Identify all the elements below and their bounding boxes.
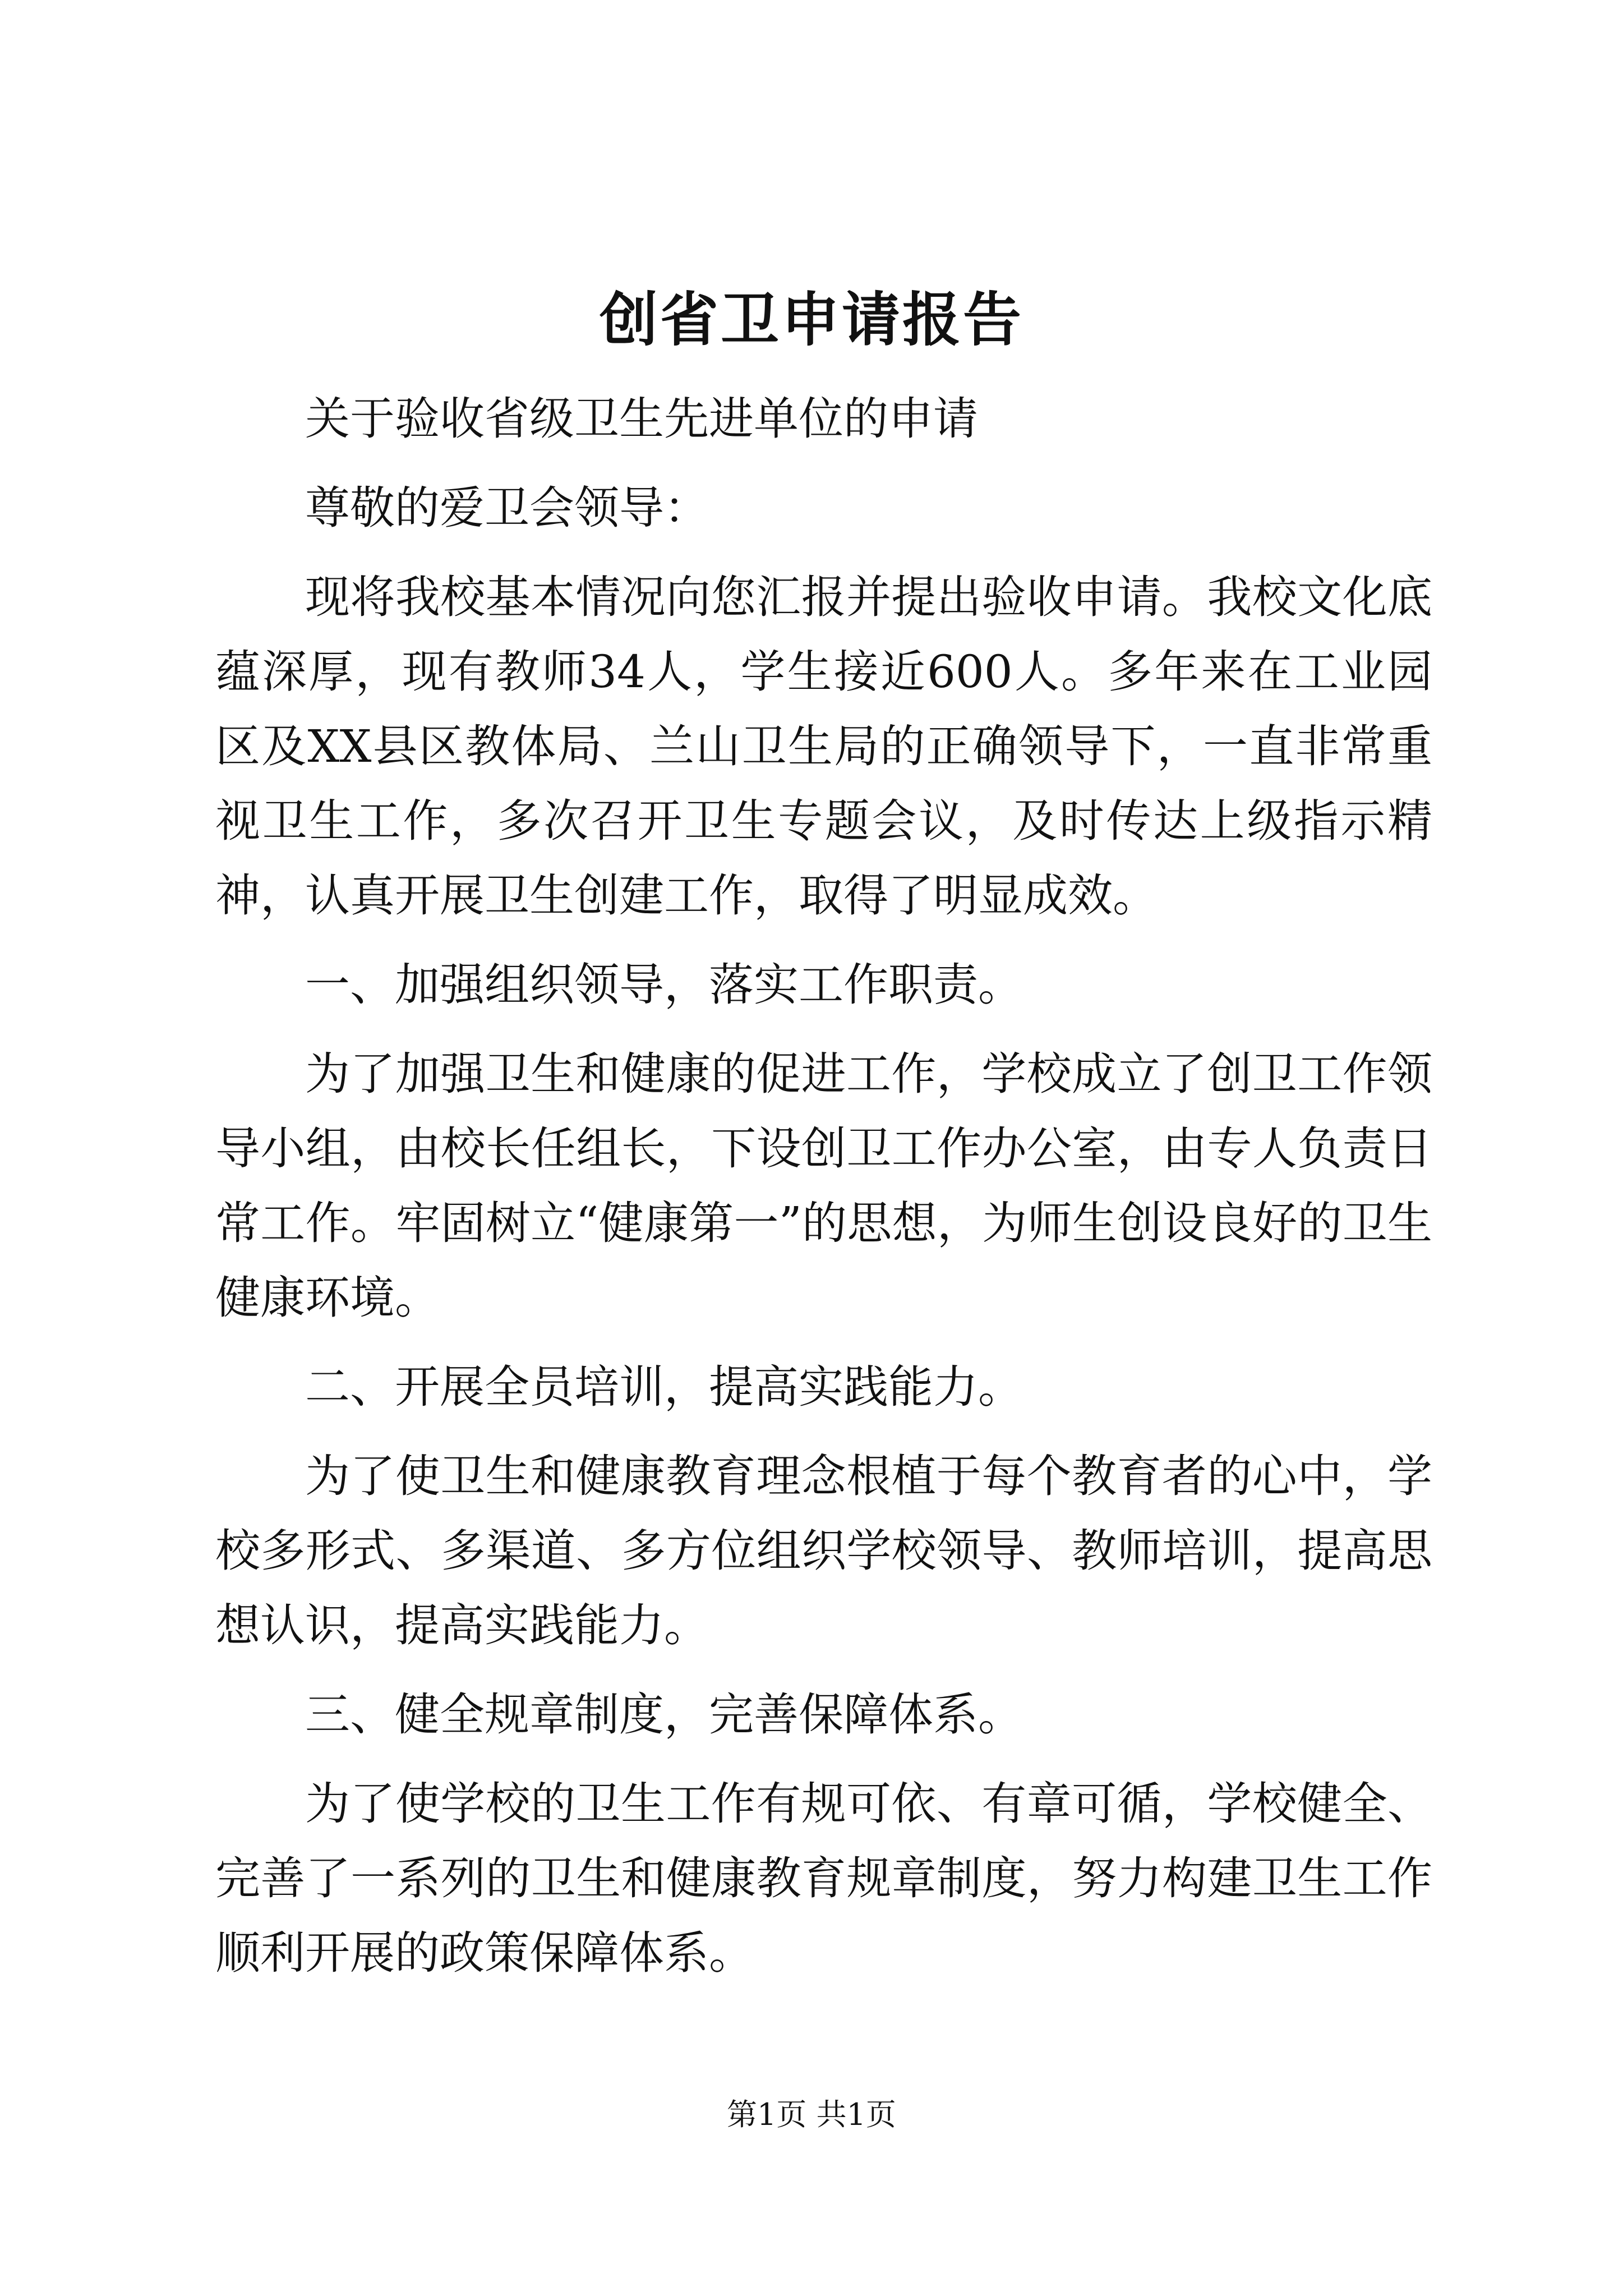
section-paragraph-2: 为了使卫生和健康教育理念根植于每个教育者的心中，学校多形式、多渠道、多方位组织学校领导、教师培训，提高思想认识，提高实践能力。 xyxy=(215,1450,1432,1651)
section-heading-3: 三、健全规章制度，完善保障体系。 xyxy=(305,1688,1023,1741)
document-title: 创省卫申请报告 xyxy=(599,285,1023,354)
section-paragraph-1: 为了加强卫生和健康的促进工作，学校成立了创卫工作领导小组，由校长任组长，下设创卫工作办公室，由专人负责日常工作。牢固树立“健康第一”的思想，为师生创设良好的卫生健康环境。 xyxy=(215,1048,1432,1324)
section-heading-1: 一、加强组织领导，落实工作职责。 xyxy=(305,959,1023,1011)
section-paragraph-3: 为了使学校的卫生工作有规可依、有章可循，学校健全、完善了一系列的卫生和健康教育规章制度，努力构建卫生工作顺利开展的政策保障体系。 xyxy=(215,1778,1432,1979)
intro-paragraph: 现将我校基本情况向您汇报并提出验收申请。我校文化底蕴深厚，现有教师34人，学生接近600人。多年来在工业园区及XX县区教体局、兰山卫生局的正确领导下，一直非常重视卫生工作，多次召开卫生专题会议，及时传达上级指示精神，认真开展卫生创建工作，取得了明显成效。 xyxy=(215,571,1432,922)
salutation: 尊敬的爱卫会领导： xyxy=(305,482,709,534)
section-heading-2: 二、开展全员培训，提高实践能力。 xyxy=(305,1361,1023,1413)
document-body xyxy=(215,381,1432,2005)
subject-line: 关于验收省级卫生先进单位的申请 xyxy=(305,393,978,445)
page-footer: 第1页 共1页 xyxy=(727,2097,896,2132)
